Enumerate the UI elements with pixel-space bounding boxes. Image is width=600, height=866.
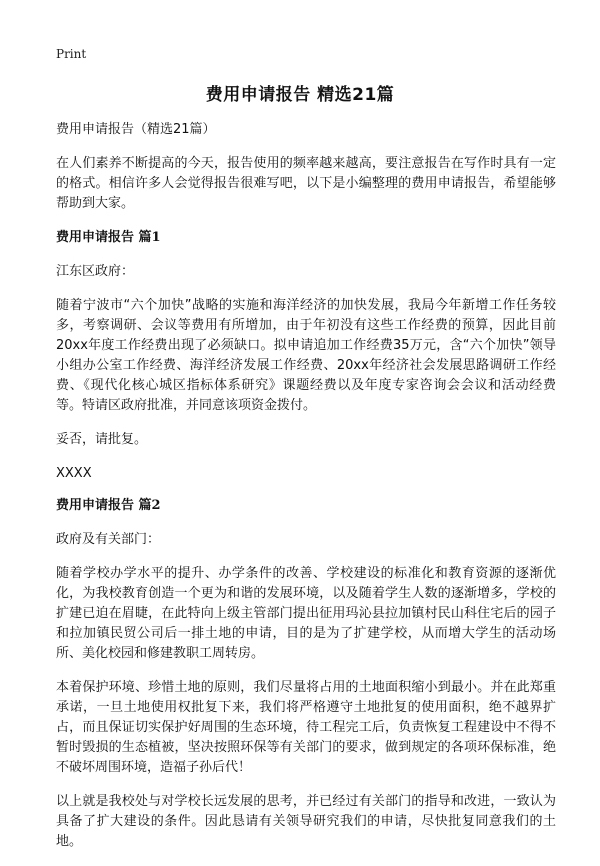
section-1-body: 随着宁波市“六个加快”战略的实施和海洋经济的加快发展，我局今年新增工作任务较多，考察调研、会议等费用有所增加，由于年初没有这些工作经费的预算，因此目前20xx年度工作经费出现了必须缺口。拟申请追加工作经费35万元，含“六个加快”领导小组办公室工作经费、海洋经济发展工作经费、20xx年经济社会发展思路调研工作经费、《现代化核心城区指标体系研究》课题经费以及年度专家咨询会会议和活动经费等。特请区政府批准，并同意该项资金拨付。 <box>56 298 556 413</box>
section-2-paragraph-2: 本着保护环境、珍惜土地的原则，我们尽量将占用的土地面积缩小到最小。并在此郑重承诺，一旦土地使用权批复下来，我们将严格遵守土地批复的使用面积，绝不越界扩占，而且保证切实保护好周围的生态环境，待工程完工后，负责恢复工程建设中不得不暂时毁损的生态植被，坚决按照环保等有关部门的要求，做到规定的各项环保标准，绝不破坏周围环境，造福子孙后代！ <box>56 680 556 775</box>
page-title: 费用申请报告 精选21篇 <box>205 85 395 105</box>
document-body <box>56 120 556 866</box>
section-1-recipient: 江东区政府： <box>56 264 135 279</box>
intro-paragraph: 在人们素养不断提高的今天，报告使用的频率越来越高，要注意报告在写作时具有一定的格式。相信许多人会觉得报告很难写吧，以下是小编整理的费用申请报告，希望能够帮助到大家。 <box>56 156 556 211</box>
section-2-recipient: 政府及有关部门： <box>56 532 161 547</box>
section-1-heading: 费用申请报告 篇1 <box>56 230 161 245</box>
section-2-paragraph-1: 随着学校办学水平的提升、办学条件的改善、学校建设的标准化和教育资源的逐渐优化，为我校教育创造一个更为和谐的发展环境，以及随着学生人数的逐渐增多，学校的扩建已迫在眉睫，在此特向上级主管部门提出征用玛沁县拉加镇村民山科住宅后的园子和拉加镇民贸公司后一排土地的申请，目的是为了扩建学校，从而增大学生的活动场所、美化校园和修建教职工周转房。 <box>56 566 556 661</box>
print-link[interactable]: Print <box>56 47 87 61</box>
section-1-signature: XXXX <box>56 466 92 481</box>
section-2-paragraph-3: 以上就是我校处与对学校长远发展的思考，并已经过有关部门的指导和改进，一致认为具备了扩大建设的条件。因此恳请有关领导研究我们的申请，尽快批复同意我们的土地。 <box>56 794 556 849</box>
document-subtitle: 费用申请报告（精选21篇） <box>56 122 216 137</box>
section-1-closing: 妥否，请批复。 <box>56 432 148 447</box>
section-2-heading: 费用申请报告 篇2 <box>56 498 161 513</box>
